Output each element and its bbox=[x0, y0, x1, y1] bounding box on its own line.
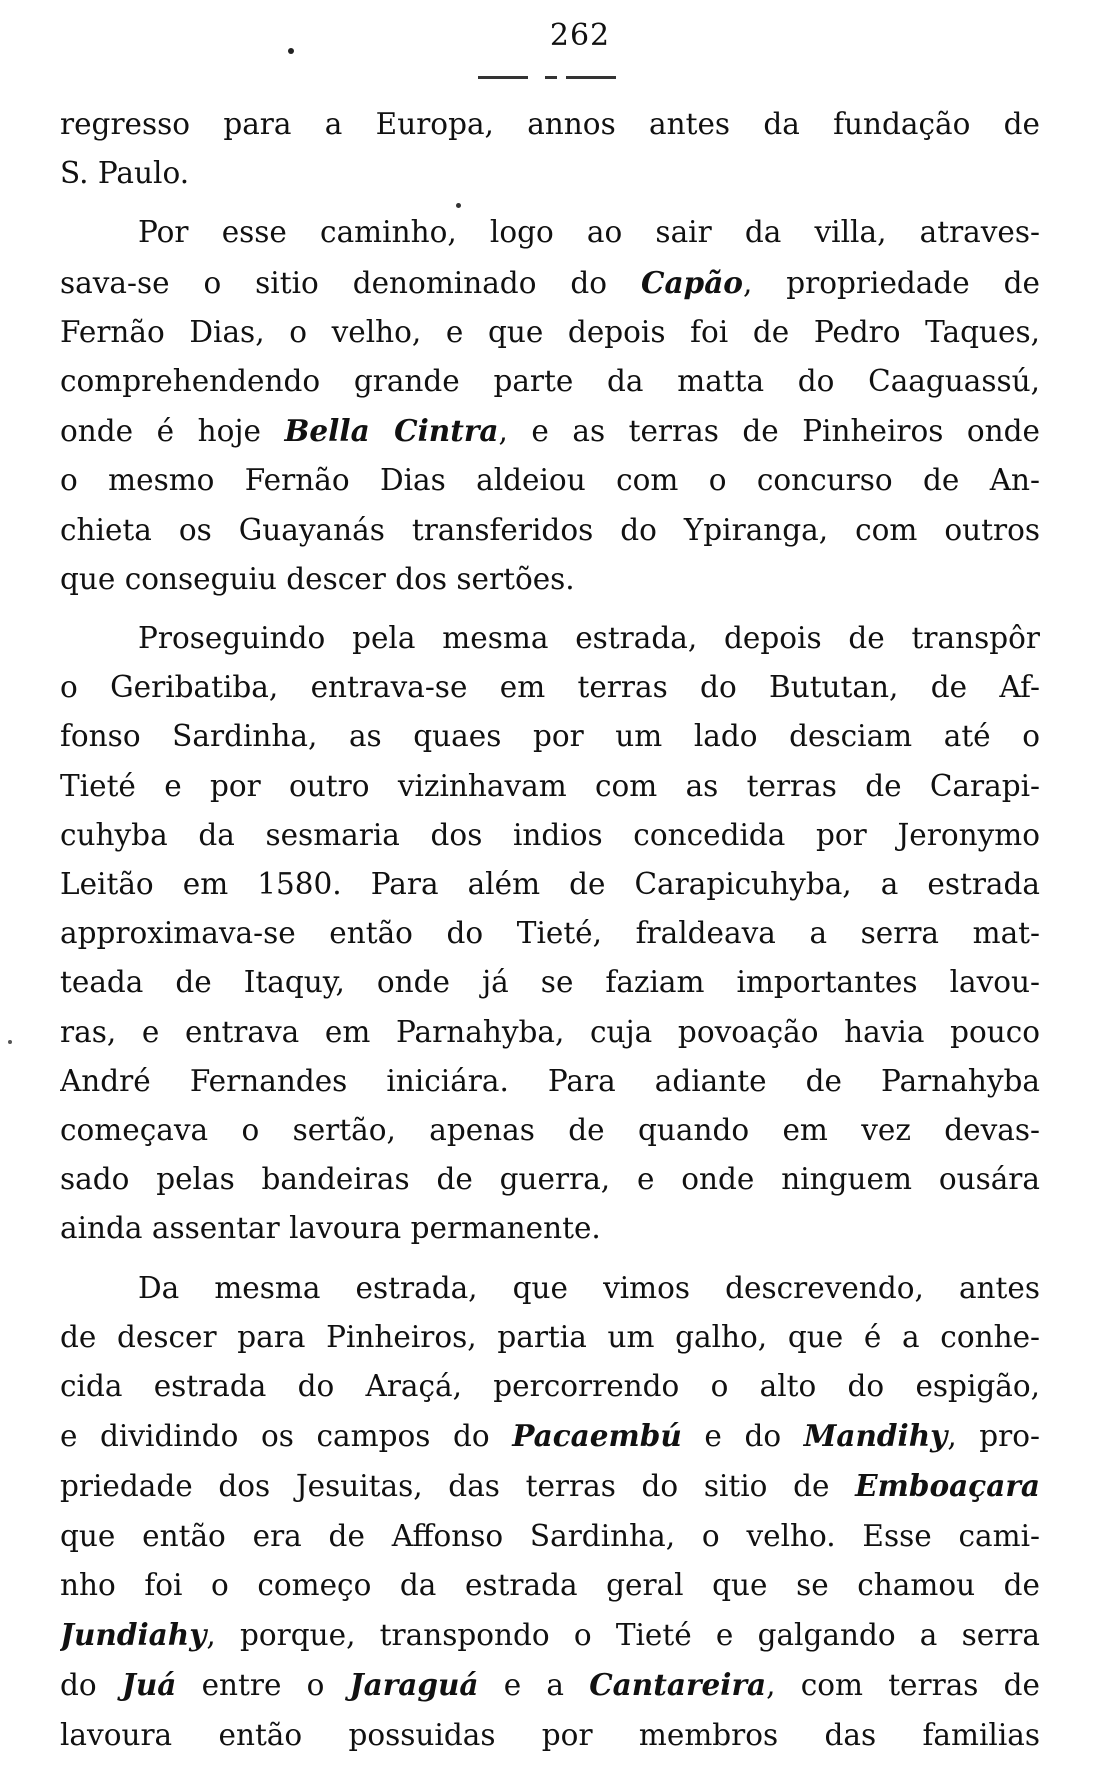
text-line: Tieté e por outro vizinhavam com as terras de Carapi- bbox=[60, 768, 1040, 803]
text-line: Por esse caminho, logo ao sair da villa, atraves- bbox=[138, 215, 1040, 250]
italic-place-name: Mandihy bbox=[803, 1418, 948, 1454]
text-line: nho foi o começo da estrada geral que se chamou de bbox=[60, 1567, 1040, 1602]
header-rule bbox=[566, 76, 616, 79]
text-fragment: , e as terras de Pinheiros onde bbox=[498, 414, 1040, 449]
page-header bbox=[0, 18, 1100, 88]
text-fragment: e dividindo os campos do bbox=[60, 1419, 513, 1454]
page-number: 262 bbox=[549, 18, 611, 53]
text-line: ras, e entrava em Parnahyba, cuja povoação havia pouco bbox=[60, 1014, 1040, 1049]
text-line: teada de Itaquy, onde já se faziam importantes lavou- bbox=[60, 965, 1040, 1000]
text-line bbox=[60, 1660, 1040, 1710]
text-line: approximava-se então do Tieté, fraldeava a serra mat- bbox=[60, 916, 1040, 951]
paragraph-3 bbox=[60, 614, 1040, 1254]
italic-place-name: Emboaçara bbox=[855, 1468, 1040, 1504]
text-line: Fernão Dias, o velho, e que depois foi de Pedro Taques, bbox=[60, 314, 1040, 349]
italic-place-name: Capão bbox=[640, 264, 743, 300]
text-fragment: priedade dos Jesuitas, das terras do sitio de bbox=[60, 1469, 856, 1504]
text-fragment: sava-se o sitio denominado do bbox=[60, 265, 641, 300]
print-speck bbox=[8, 1040, 12, 1044]
text-line: começava o sertão, apenas de quando em vez devas- bbox=[60, 1113, 1040, 1148]
text-line bbox=[60, 1461, 1040, 1511]
text-fragment: , propriedade de bbox=[742, 265, 1040, 300]
italic-place-name: Cantareira bbox=[589, 1667, 767, 1703]
text-line: regresso para a Europa, annos antes da fundação de bbox=[60, 107, 1040, 141]
text-line: fonso Sardinha, as quaes por um lado desciam até o bbox=[60, 719, 1040, 754]
header-rule bbox=[478, 76, 528, 79]
text-line: comprehendendo grande parte da matta do Caaguassú, bbox=[60, 364, 1040, 399]
paragraph-1 bbox=[60, 100, 1040, 198]
header-rule bbox=[545, 76, 557, 79]
text-fragment: onde é hoje bbox=[60, 414, 285, 449]
text-line bbox=[60, 258, 1040, 308]
text-fragment: e do bbox=[681, 1419, 804, 1454]
italic-place-name: Jundiahy bbox=[60, 1617, 207, 1653]
text-fragment: , pro- bbox=[947, 1419, 1040, 1454]
text-line: o Geribatiba, entrava-se em terras do Bututan, de Af- bbox=[60, 670, 1040, 705]
text-line: André Fernandes iniciára. Para adiante de Parnahyba bbox=[60, 1063, 1040, 1098]
italic-place-name: Bella Cintra bbox=[284, 413, 499, 449]
text-line: Proseguindo pela mesma estrada, depois de transpôr bbox=[138, 621, 1040, 656]
text-line: que então era de Affonso Sardinha, o velho. Esse cami- bbox=[60, 1518, 1040, 1553]
text-line: sado pelas bandeiras de guerra, e onde ninguem ousára bbox=[60, 1162, 1040, 1197]
text-line: chieta os Guayanás transferidos do Ypiranga, com outros bbox=[60, 512, 1040, 547]
text-line bbox=[60, 1610, 1040, 1660]
text-line bbox=[60, 406, 1040, 456]
text-line bbox=[60, 1411, 1040, 1461]
paragraph-4 bbox=[60, 1264, 1040, 1760]
text-fragment: e a bbox=[478, 1668, 590, 1703]
text-fragment: , com terras de bbox=[766, 1668, 1040, 1703]
italic-place-name: Juá bbox=[121, 1667, 177, 1703]
text-fragment: entre o bbox=[176, 1668, 350, 1703]
text-line: cida estrada do Araçá, percorrendo o alto do espigão, bbox=[60, 1369, 1040, 1404]
header-dot bbox=[288, 48, 294, 54]
text-line: o mesmo Fernão Dias aldeiou com o concurso de An- bbox=[60, 463, 1040, 498]
body-text bbox=[60, 100, 1040, 1760]
italic-place-name: Pacaembú bbox=[512, 1418, 682, 1454]
text-line: de descer para Pinheiros, partia um galho, que é a conhe- bbox=[60, 1319, 1040, 1354]
text-line: Leitão em 1580. Para além de Carapicuhyba, a estrada bbox=[60, 867, 1040, 902]
text-line: S. Paulo. bbox=[60, 156, 190, 191]
text-fragment: , porque, transpondo o Tieté e galgando a serra bbox=[206, 1618, 1040, 1653]
text-line: lavoura então possuidas por membros das familias bbox=[60, 1717, 1040, 1752]
text-line: Da mesma estrada, que vimos descrevendo, antes bbox=[138, 1270, 1040, 1305]
italic-place-name: Jaraguá bbox=[349, 1667, 479, 1703]
text-fragment: do bbox=[60, 1668, 122, 1703]
text-line: cuhyba da sesmaria dos indios concedida por Jeronymo bbox=[60, 817, 1040, 852]
text-line: que conseguiu descer dos sertões. bbox=[60, 561, 575, 596]
text-line: ainda assentar lavoura permanente. bbox=[60, 1211, 601, 1246]
paragraph-2 bbox=[60, 208, 1040, 604]
